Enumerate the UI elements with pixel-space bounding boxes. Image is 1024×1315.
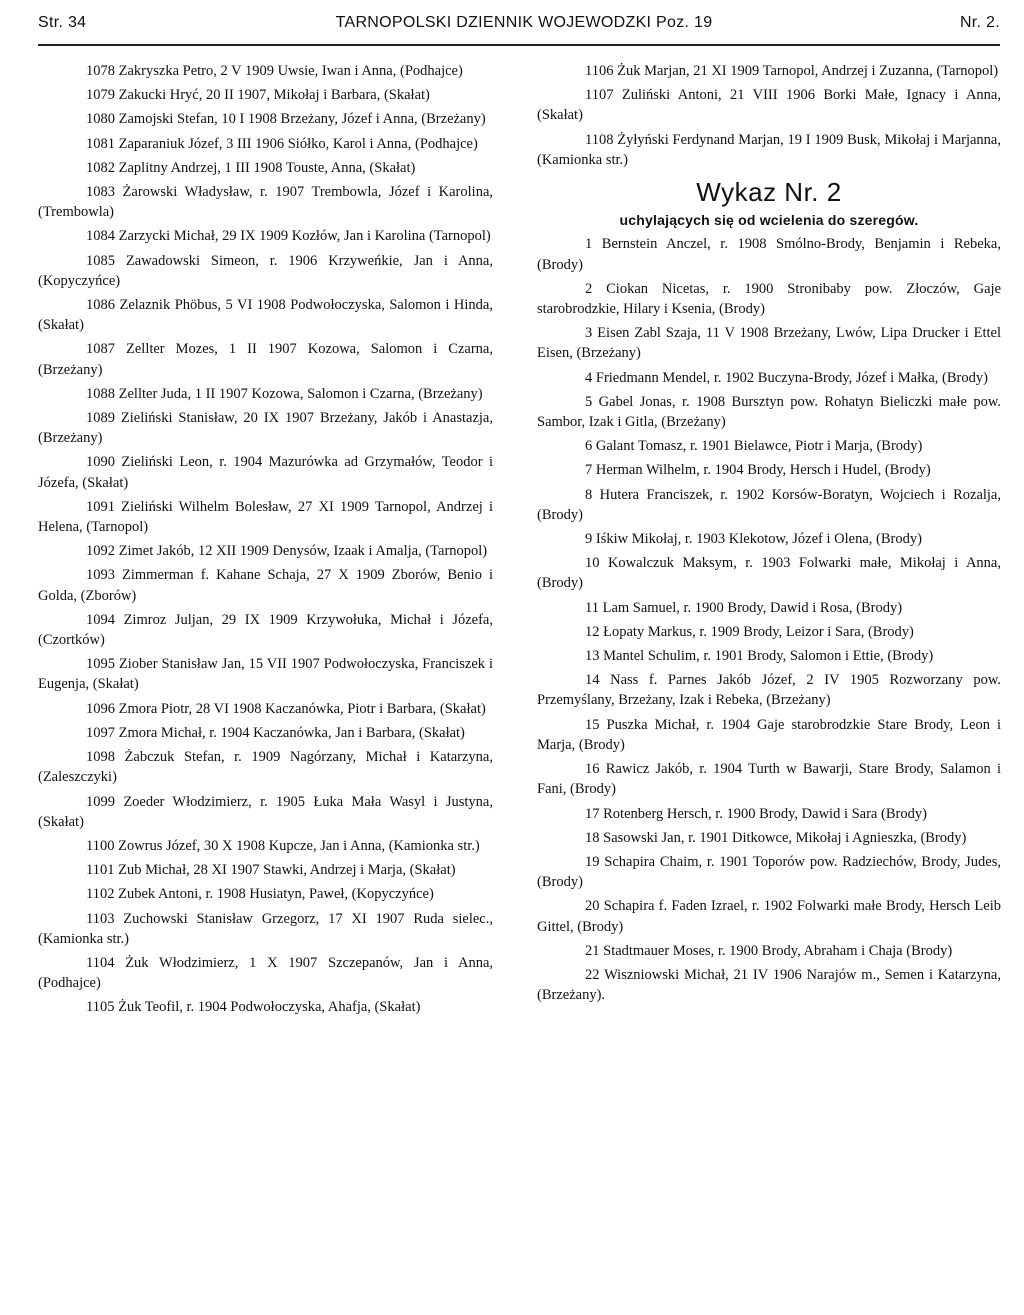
- left-column: [38, 61, 493, 1022]
- list-entry: 1090 Zieliński Leon, r. 1904 Mazurówka ad Grzymałów, Teodor i Józefa, (Skałat): [38, 454, 493, 491]
- list-entry: 10 Kowalczuk Maksym, r. 1903 Folwarki małe, Mikołaj i Anna, (Brody): [537, 555, 1001, 592]
- right-top-list: [537, 61, 1001, 170]
- list-entry: 2 Ciokan Nicetas, r. 1900 Stronibaby pow. Złoczów, Gaje starobrodzkie, Hilary i Ksenia, (Brody): [537, 280, 1001, 318]
- list-entry: 8 Hutera Franciszek, r. 1902 Korsów-Boratyn, Wojciech i Rozalja, (Brody): [537, 486, 1001, 523]
- list-entry: 1091 Zieliński Wilhelm Bolesław, 27 XI 1909 Tarnopol, Andrzej i Helena, (Tarnopol): [38, 498, 493, 536]
- list-entry: 12 Łopaty Markus, r. 1909 Brody, Leizor i Sara, (Brody): [585, 623, 914, 640]
- list-entry: 1108 Żyłyński Ferdynand Marjan, 19 I 1909 Busk, Mikołaj i Marjanna, (Kamionka str.): [537, 131, 1001, 168]
- list-entry: 19 Schapira Chaim, r. 1901 Toporów pow. Radziechów, Brody, Judes, (Brody): [537, 853, 1001, 891]
- list-entry: 18 Sasowski Jan, r. 1901 Ditkowce, Mikołaj i Agnieszka, (Brody): [585, 829, 967, 846]
- list-entry: 1095 Ziober Stanisław Jan, 15 VII 1907 Podwołoczyska, Franciszek i Eugenja, (Skałat): [38, 656, 493, 693]
- section-title: Wykaz Nr. 2: [696, 177, 842, 208]
- list-entry: 9 Iśkiw Mikołaj, r. 1903 Klekotow, Józef i Olena, (Brody): [585, 531, 922, 548]
- list-entry: 1081 Zaparaniuk Józef, 3 III 1906 Siółko, Karol i Anna, (Podhajce): [86, 135, 478, 152]
- list-entry: 1103 Zuchowski Stanisław Grzegorz, 17 XI 1907 Ruda sielec., (Kamionka str.): [38, 910, 493, 947]
- list-entry: 17 Rotenberg Hersch, r. 1900 Brody, Dawid i Sara (Brody): [585, 805, 927, 822]
- list-entry: 1079 Zakucki Hryć, 20 II 1907, Mikołaj i Barbara, (Skałat): [86, 87, 430, 104]
- list-entry: 1097 Zmora Michał, r. 1904 Kaczanówka, Jan i Barbara, (Skałat): [86, 724, 465, 741]
- list-entry: 1093 Zimmerman f. Kahane Schaja, 27 X 1909 Zborów, Benio i Golda, (Zborów): [38, 567, 493, 604]
- right-list: [537, 234, 1001, 1005]
- issue-number: Nr. 2.: [959, 14, 1000, 31]
- list-entry: 1096 Zmora Piotr, 28 VI 1908 Kaczanówka, Piotr i Barbara, (Skałat): [86, 700, 486, 717]
- list-entry: 1100 Zowrus Józef, 30 X 1908 Kupcze, Jan i Anna, (Kamionka str.): [86, 837, 480, 854]
- list-entry: 1089 Zieliński Stanisław, 20 IX 1907 Brzeżany, Jakób i Anastazja, (Brzeżany): [38, 410, 493, 447]
- list-entry: 4 Friedmann Mendel, r. 1902 Buczyna-Brody, Józef i Małka, (Brody): [585, 369, 988, 386]
- list-entry: 14 Nass f. Parnes Jakób Józef, 2 IV 1905 Rozworzany pow. Przemyślany, Brzeżany, Izak i Rebeka, (Brzeżany): [537, 672, 1001, 709]
- right-column: [537, 61, 1001, 1009]
- list-entry: 3 Eisen Zabl Szaja, 11 V 1908 Brzeżany, Lwów, Lipa Drucker i Ettel Eisen, (Brzeżany): [537, 325, 1001, 362]
- list-entry: 1092 Zimet Jakób, 12 XII 1909 Denysów, Izaak i Amalja, (Tarnopol): [86, 543, 488, 560]
- list-entry: 1101 Zub Michał, 28 XI 1907 Stawki, Andrzej i Marja, (Skałat): [86, 862, 456, 879]
- list-entry: 1104 Żuk Włodzimierz, 1 X 1907 Szczepanów, Jan i Anna, (Podhajce): [38, 954, 493, 992]
- section-subtitle: uchylających się od wcielenia do szeregów.: [619, 212, 919, 229]
- list-entry: 1082 Zaplitny Andrzej, 1 III 1908 Touste, Anna, (Skałat): [86, 159, 416, 176]
- list-entry: 21 Stadtmauer Moses, r. 1900 Brody, Abraham i Chaja (Brody): [585, 942, 953, 959]
- list-entry: 16 Rawicz Jakób, r. 1904 Turth w Bawarji, Stare Brody, Salamon i Fani, (Brody): [537, 761, 1001, 798]
- list-entry: 22 Wiszniowski Michał, 21 IV 1906 Narajów m., Semen i Katarzyna, (Brzeżany).: [537, 966, 1001, 1004]
- journal-title: TARNOPOLSKI DZIENNIK WOJEWODZKI Poz. 19: [335, 14, 713, 31]
- list-entry: 6 Galant Tomasz, r. 1901 Bielawce, Piotr i Marja, (Brody): [585, 438, 923, 455]
- list-entry: 5 Gabel Jonas, r. 1908 Bursztyn pow. Rohatyn Bieliczki małe pow. Sambor, Izak i Gitla, (Brzeżany): [537, 393, 1001, 431]
- list-entry: 1088 Zellter Juda, 1 II 1907 Kozowa, Salomon i Czarna, (Brzeżany): [86, 385, 483, 402]
- list-entry: 1087 Zellter Mozes, 1 II 1907 Kozowa, Salomon i Czarna, (Brzeżany): [38, 341, 493, 378]
- list-entry: 1084 Zarzycki Michał, 29 IX 1909 Kozłów, Jan i Karolina (Tarnopol): [86, 228, 491, 245]
- list-entry: 20 Schapira f. Faden Izrael, r. 1902 Folwarki małe Brody, Hersch Leib Gittel, (Brody): [537, 898, 1001, 935]
- list-entry: 11 Lam Samuel, r. 1900 Brody, Dawid i Rosa, (Brody): [585, 599, 903, 616]
- list-entry: 7 Herman Wilhelm, r. 1904 Brody, Hersch i Hudel, (Brody): [585, 462, 931, 479]
- list-entry: 1107 Zuliński Antoni, 21 VIII 1906 Borki Małe, Ignacy i Anna, (Skałat): [537, 87, 1001, 124]
- list-entry: 1 Bernstein Anczel, r. 1908 Smólno-Brody, Benjamin i Rebeka, (Brody): [537, 236, 1001, 273]
- list-entry: 1086 Zelaznik Phöbus, 5 VI 1908 Podwołoczyska, Salomon i Hinda, (Skałat): [38, 297, 493, 334]
- list-entry: 15 Puszka Michał, r. 1904 Gaje starobrodzkie Stare Brody, Leon i Marja, (Brody): [537, 716, 1001, 753]
- list-entry: 1102 Zubek Antoni, r. 1908 Husiatyn, Paweł, (Kopyczyńce): [86, 886, 434, 903]
- list-entry: 1080 Zamojski Stefan, 10 I 1908 Brzeżany, Józef i Anna, (Brzeżany): [86, 111, 486, 128]
- list-entry: 1106 Żuk Marjan, 21 XI 1909 Tarnopol, Andrzej i Zuzanna, (Tarnopol): [585, 63, 999, 79]
- page-number: Str. 34: [38, 14, 87, 31]
- list-entry: 13 Mantel Schulim, r. 1901 Brody, Salomon i Ettie, (Brody): [585, 648, 934, 665]
- list-entry: 1098 Żabczuk Stefan, r. 1909 Nagórzany, Michał i Katarzyna, (Zaleszczyki): [38, 749, 493, 786]
- list-entry: 1099 Zoeder Włodzimierz, r. 1905 Łuka Mała Wasyl i Justyna, (Skałat): [38, 793, 493, 830]
- page-header: [38, 14, 1000, 46]
- list-entry: 1083 Żarowski Władysław, r. 1907 Trembowla, Józef i Karolina, (Trembowla): [38, 184, 493, 221]
- list-entry: 1094 Zimroz Juljan, 29 IX 1909 Krzywołuka, Michał i Józefa, (Czortków): [38, 611, 493, 649]
- list-entry: 1078 Zakryszka Petro, 2 V 1909 Uwsie, Iwan i Anna, (Podhajce): [86, 63, 463, 79]
- list-entry: 1085 Zawadowski Simeon, r. 1906 Krzyweńkie, Jan i Anna, (Kopyczyńce): [38, 252, 493, 289]
- list-entry: 1105 Żuk Teofil, r. 1904 Podwołoczyska, Ahafja, (Skałat): [86, 999, 421, 1016]
